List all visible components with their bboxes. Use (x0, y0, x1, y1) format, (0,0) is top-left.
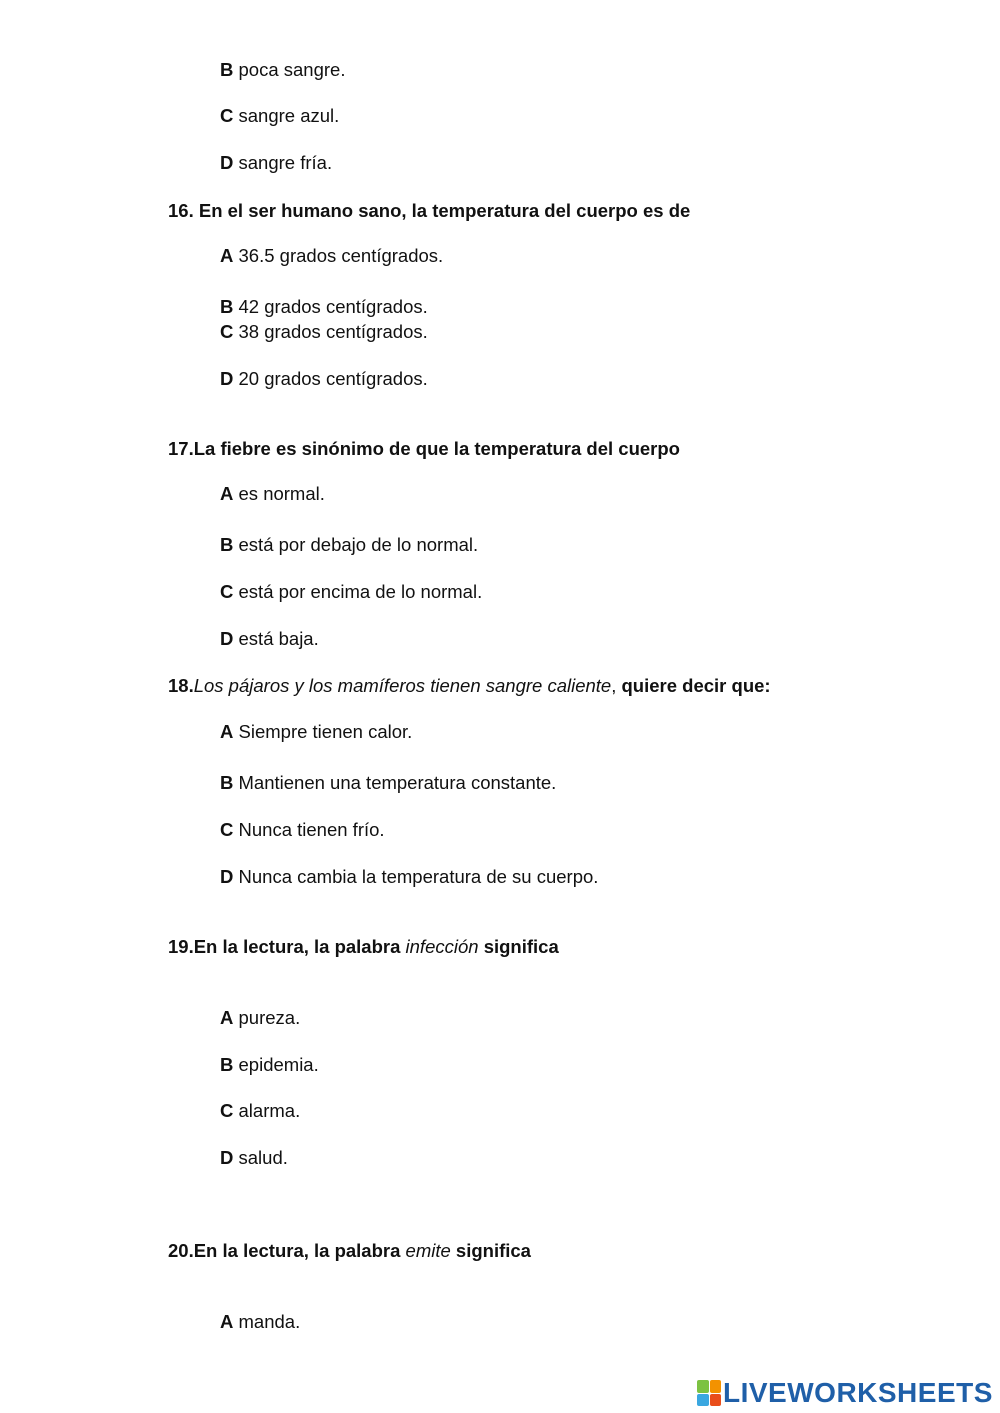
option-15-d: D sangre fría. (220, 152, 333, 173)
option-19-d: D salud. (220, 1147, 288, 1168)
option-17-b: B está por debajo de lo normal. (220, 534, 479, 555)
option-17-d: D está baja. (220, 628, 319, 649)
option-18-b: B Mantienen una temperatura constante. (220, 772, 557, 793)
option-18-d: D Nunca cambia la temperatura de su cuerpo. (220, 866, 599, 887)
question-16: 16. En el ser humano sano, la temperatura del cuerpo es de (168, 200, 691, 221)
option-19-b: B epidemia. (220, 1054, 319, 1075)
liveworksheets-logo (697, 1377, 993, 1409)
question-20: 20.En la lectura, la palabra emite significa (168, 1240, 531, 1261)
question-19: 19.En la lectura, la palabra infección significa (168, 936, 559, 957)
option-17-a: A es normal. (220, 483, 325, 504)
liveworksheets-wordmark: LIVEWORKSHEETS (723, 1377, 993, 1408)
option-18-a: A Siempre tienen calor. (220, 721, 413, 742)
question-17: 17.La fiebre es sinónimo de que la temperatura del cuerpo (168, 438, 680, 459)
option-16-b: B 42 grados centígrados. (220, 296, 428, 317)
option-18-c: C Nunca tienen frío. (220, 819, 385, 840)
liveworksheets-mark-icon (697, 1380, 721, 1406)
option-16-a: A 36.5 grados centígrados. (220, 245, 444, 266)
option-19-a: A pureza. (220, 1007, 301, 1028)
option-17-c: C está por encima de lo normal. (220, 581, 483, 602)
option-16-c: C 38 grados centígrados. (220, 321, 428, 342)
option-20-a: A manda. (220, 1311, 301, 1332)
question-18: 18.Los pájaros y los mamíferos tienen sangre caliente, quiere decir que: (168, 675, 771, 696)
option-19-c: C alarma. (220, 1100, 301, 1121)
option-16-d: D 20 grados centígrados. (220, 368, 428, 389)
option-15-c: C sangre azul. (220, 105, 340, 126)
option-15-b: B poca sangre. (220, 59, 346, 80)
